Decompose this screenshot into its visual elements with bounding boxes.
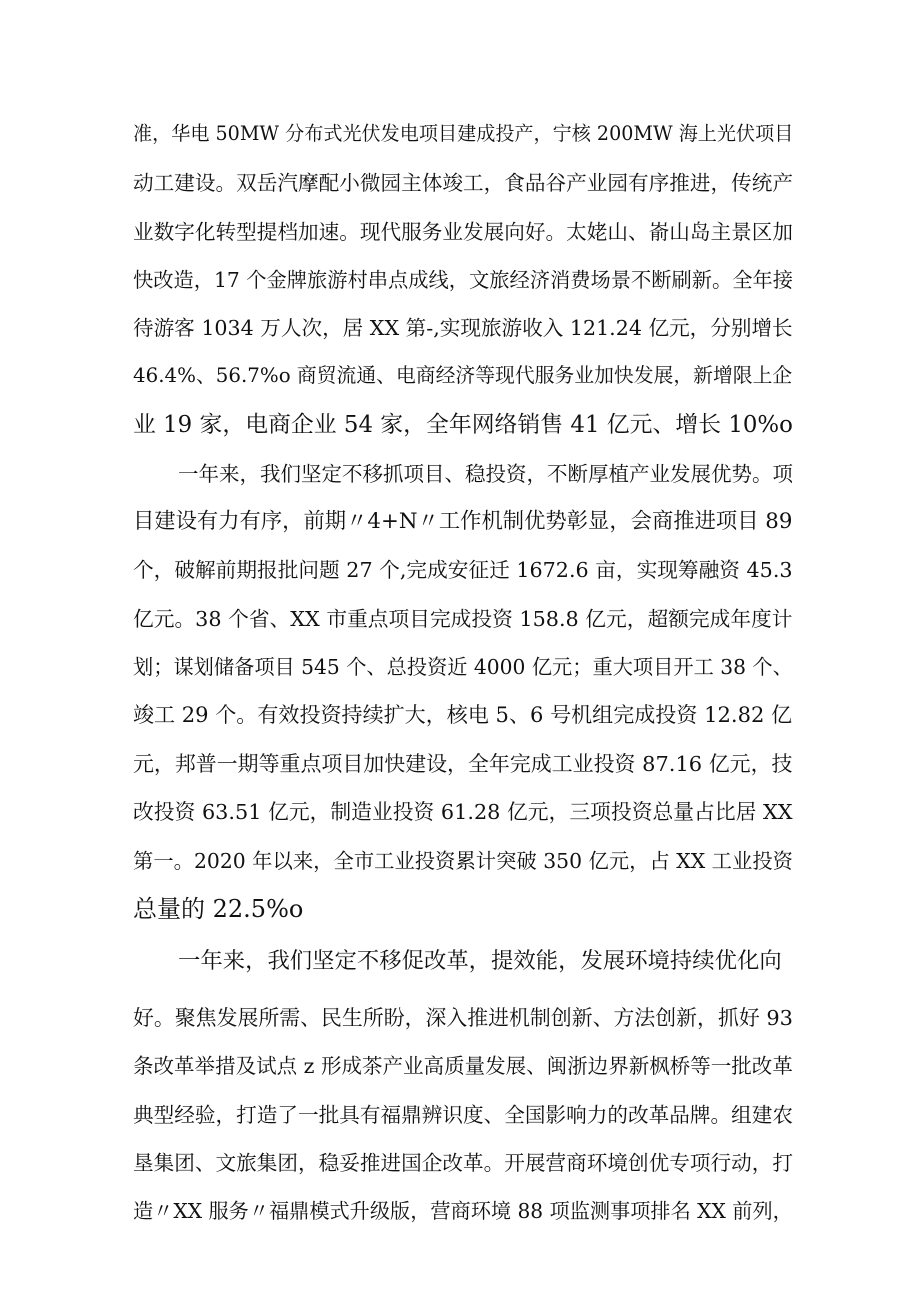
paragraph-start-projects: 一年来，我们坚定不移抓项目、稳投资，不断厚植产业发展优势。项 (178, 462, 793, 486)
text-line-9: 目建设有力有序，前期〃4+N〃工作机制优势彰显，会商推进项目 89 (133, 509, 793, 534)
text-line-2: 动工建设。双岳汽摩配小微园主体竣工，食品谷产业园有序推进，传统产 (133, 171, 794, 195)
text-line-12: 划；谋划储备项目 545 个、总投资近 4000 亿元；重大项目开工 38 个、 (133, 655, 793, 679)
text-line-4: 快改造，17 个金牌旅游村串点成线，文旅经济消费场景不断刷新。全年接 (133, 268, 793, 292)
text-line-5: 待游客 1034 万人次，居 XX 第-,实现旅游收入 121.24 亿元，分别增长 (133, 316, 793, 340)
text-line-15: 改投资 63.51 亿元，制造业投资 61.28 亿元，三项投资总量占比居 XX (133, 800, 793, 824)
text-line-14: 元，邦普一期等重点项目加快建设，全年完成工业投资 87.16 亿元，技 (133, 752, 793, 776)
text-line-23: 造〃XX 服务〃福鼎模式升级版，营商环境 88 项监测事项排名 XX 前列， (133, 1199, 793, 1223)
text-line-17: 总量的 22.5%o (133, 895, 304, 923)
text-line-3: 业数字化转型提档加速。现代服务业发展向好。太姥山、嵛山岛主景区加 (133, 220, 794, 244)
text-line-1: 准，华电 50MW 分布式光伏发电项目建成投产，宁核 200MW 海上光伏项目 (133, 122, 794, 145)
text-line-21: 典型经验，打造了一批具有福鼎辨识度、全国影响力的改革品牌。组建农 (133, 1103, 794, 1127)
text-line-6: 46.4%、56.7%o 商贸流通、电商经济等现代服务业加快发展，新增限上企 (133, 364, 793, 387)
text-line-22: 垦集团、文旅集团，稳妥推进国企改革。开展营商环境创优专项行动，打 (133, 1151, 794, 1175)
text-line-19: 好。聚焦发展所需、民生所盼，深入推进机制创新、方法创新，抓好 93 (133, 1006, 793, 1030)
text-line-11: 亿元。38 个省、XX 市重点项目完成投资 158.8 亿元，超额完成年度计 (133, 607, 793, 631)
text-line-20: 条改革举措及试点 z 形成茶产业高质量发展、闽浙边界新枫桥等一批改革 (133, 1054, 793, 1078)
text-line-16: 第一。2020 年以来，全市工业投资累计突破 350 亿元，占 XX 工业投资 (133, 849, 793, 873)
text-line-10: 个，破解前期报批问题 27 个,完成安征迁 1672.6 亩，实现筹融资 45.3 (133, 558, 793, 582)
text-line-13: 竣工 29 个。有效投资持续扩大，核电 5、6 号机组完成投资 12.82 亿 (133, 702, 793, 727)
text-line-7: 业 19 家，电商企业 54 家，全年网络销售 41 亿元、增长 10%o (133, 412, 793, 438)
paragraph-start-reform: 一年来，我们坚定不移促改革，提效能，发展环境持续优化向 (178, 948, 782, 974)
